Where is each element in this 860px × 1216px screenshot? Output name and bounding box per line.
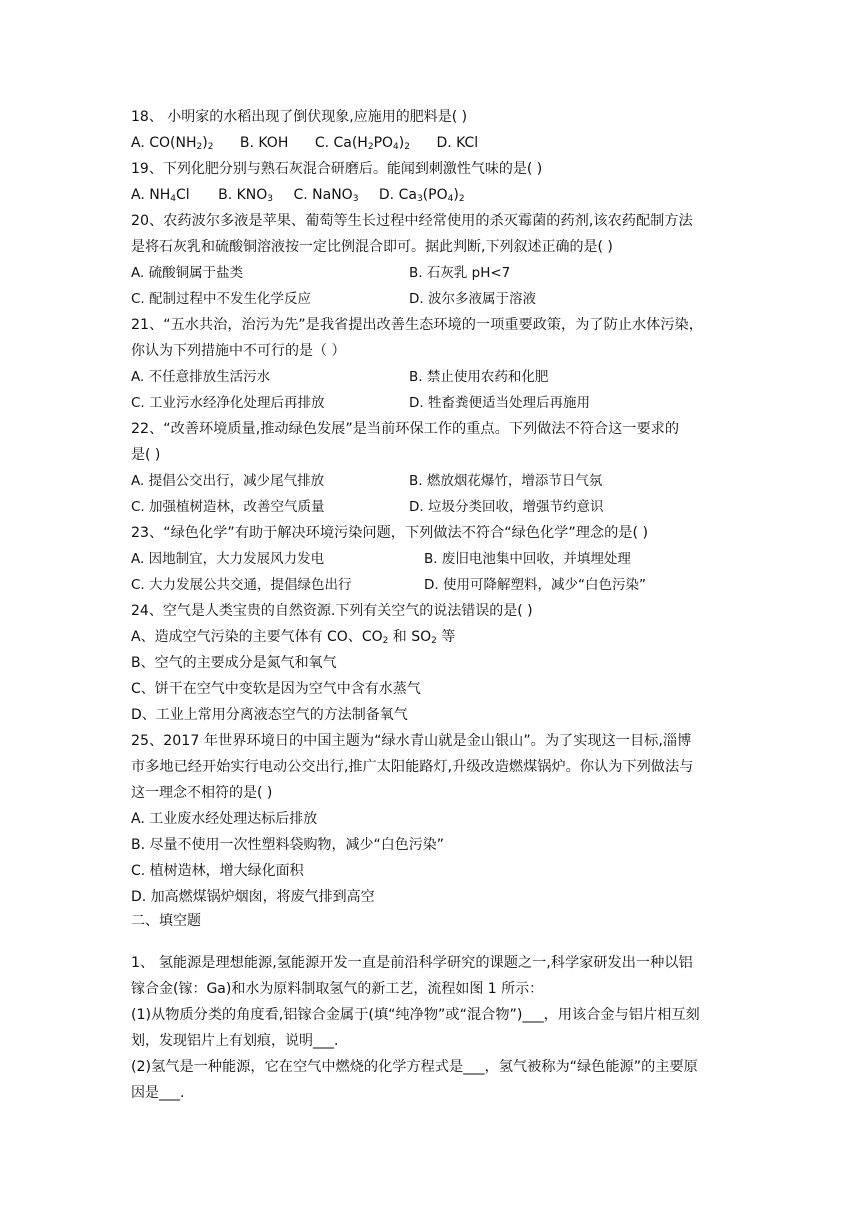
question-20-line-2: 是将石灰乳和硫酸铜溶液按一定比例混合即可。据此判断,下列叙述正确的是( ) [131, 239, 613, 255]
q21-option-a: A. 不任意排放生活污水 [131, 369, 271, 385]
fill-q1-part-1-line-2: 划，发现铝片上有划痕，说明___. [131, 1033, 339, 1049]
fill-q1-part-2-line-2: 因是___. [131, 1085, 185, 1101]
question-21-line-2: 你认为下列措施中不可行的是（ ） [131, 343, 346, 359]
fill-q1-part-2-line-1: (2)氢气是一种能源，它在空气中燃烧的化学方程式是___，氢气被称为“绿色能源”的主要原 [131, 1059, 698, 1075]
fill-q1-part-1-line-1: (1)从物质分类的角度看,铝镓合金属于(填“纯净物”或“混合物”)___，用该合金与铝片相互刻 [131, 1007, 700, 1023]
q18-options [131, 132, 478, 154]
question-23: 23、“绿色化学”有助于解决环境污染问题，下列做法不符合“绿色化学”理念的是( ) [131, 525, 649, 541]
question-22-line-2: 是( ) [131, 447, 161, 463]
q22-option-a: A. 提倡公交出行，减少尾气排放 [131, 473, 325, 489]
question-25-line-2: 市多地已经开始实行电动公交出行,推广太阳能路灯,升级改造燃煤锅炉。你认为下列做法与 [131, 759, 694, 775]
q21-option-b: B. 禁止使用农药和化肥 [409, 369, 549, 385]
q25-option-b: B. 尽量不使用一次性塑料袋购物，减少“白色污染” [131, 837, 445, 853]
q23-option-c: C. 大力发展公共交通，提倡绿色出行 [131, 577, 352, 593]
q24-option-c: C、饼干在空气中变软是因为空气中含有水蒸气 [131, 681, 421, 697]
q19-options [131, 184, 465, 206]
fill-q1-line-2: 镓合金(镓：Ga)和水为原料制取氢气的新工艺，流程如图 1 所示： [131, 981, 544, 997]
option-d: D. KCl [436, 135, 479, 151]
q25-option-a: A. 工业废水经处理达标后排放 [131, 811, 318, 827]
question-18: 18、 小明家的水稻出现了倒伏现象,应施用的肥料是( ) [131, 109, 468, 125]
q20-option-d: D. 波尔多液属于溶液 [409, 291, 536, 307]
q23-option-a: A. 因地制宜，大力发展风力发电 [131, 551, 325, 567]
q23-option-d: D. 使用可降解塑料，减少“白色污染” [424, 577, 646, 593]
question-24: 24、空气是人类宝贵的自然资源.下列有关空气的说法错误的是( ) [131, 603, 533, 619]
q22-option-b: B. 燃放烟花爆竹，增添节日气氛 [409, 473, 603, 489]
q25-option-d: D. 加高燃煤锅炉烟囱，将废气排到高空 [131, 889, 375, 905]
question-19: 19、下列化肥分别与熟石灰混合研磨后。能闻到刺激性气味的是( ) [131, 161, 543, 177]
q22-option-d: D. 垃圾分类回收，增强节约意识 [409, 499, 604, 515]
option-c: C. $Ca(H_2PO_4)_2$ [314, 135, 410, 152]
section-heading: 二、填空题 [131, 913, 201, 929]
q23-option-b: B. 废旧电池集中回收，并填埋处理 [424, 551, 631, 567]
q24-option-d: D、工业上常用分离液态空气的方法制备氧气 [131, 707, 408, 723]
question-20-line-1: 20、农药波尔多液是苹果、葡萄等生长过程中经常使用的杀灭霉菌的药剂,该农药配制方法 [131, 213, 693, 229]
option-b: B. KOH [239, 135, 289, 151]
option-a: A. $NH_4Cl$ [131, 187, 190, 204]
option-b: B. $KNO_3$ [218, 187, 274, 204]
question-25-line-3: 这一理念不相符的是( ) [131, 785, 273, 801]
q20-option-c: C. 配制过程中不发生化学反应 [131, 291, 312, 307]
option-c: C. NaNO$_3$ [293, 187, 359, 204]
q20-option-b: B. 石灰乳 pH<7 [409, 265, 511, 281]
q21-option-d: D. 牲畜粪便适当处理后再施用 [409, 395, 590, 411]
q25-option-c: C. 植树造林，增大绿化面积 [131, 863, 304, 879]
q20-option-a: A. 硫酸铜属于盐类 [131, 265, 244, 281]
fill-q1-line-1: 1、 氢能源是理想能源,氢能源开发一直是前沿科学研究的课题之一,科学家研发出一种以铝 [131, 955, 693, 971]
option-a: A. $CO(NH_2)_2$ [131, 135, 214, 152]
q21-option-c: C. 工业污水经净化处理后再排放 [131, 395, 325, 411]
q22-option-c: C. 加强植树造林，改善空气质量 [131, 499, 325, 515]
option-d: D. $Ca_3(PO_4)_2$ [378, 187, 465, 204]
question-21-line-1: 21、“五水共治，治污为先”是我省提出改善生态环境的一项重要政策，为了防止水体污染， [131, 317, 703, 333]
q24-option-a: A、造成空气污染的主要气体有 CO、$CO_2$ 和 $SO_2$ 等 [131, 629, 456, 646]
question-25-line-1: 25、2017 年世界环境日的中国主题为“绿水青山就是金山银山”。为了实现这一目标,淄博 [131, 733, 692, 749]
q24-option-b: B、空气的主要成分是氮气和氧气 [131, 655, 337, 671]
question-22-line-1: 22、“改善环境质量,推动绿色发展”是当前环保工作的重点。下列做法不符合这一要求的 [131, 421, 680, 437]
